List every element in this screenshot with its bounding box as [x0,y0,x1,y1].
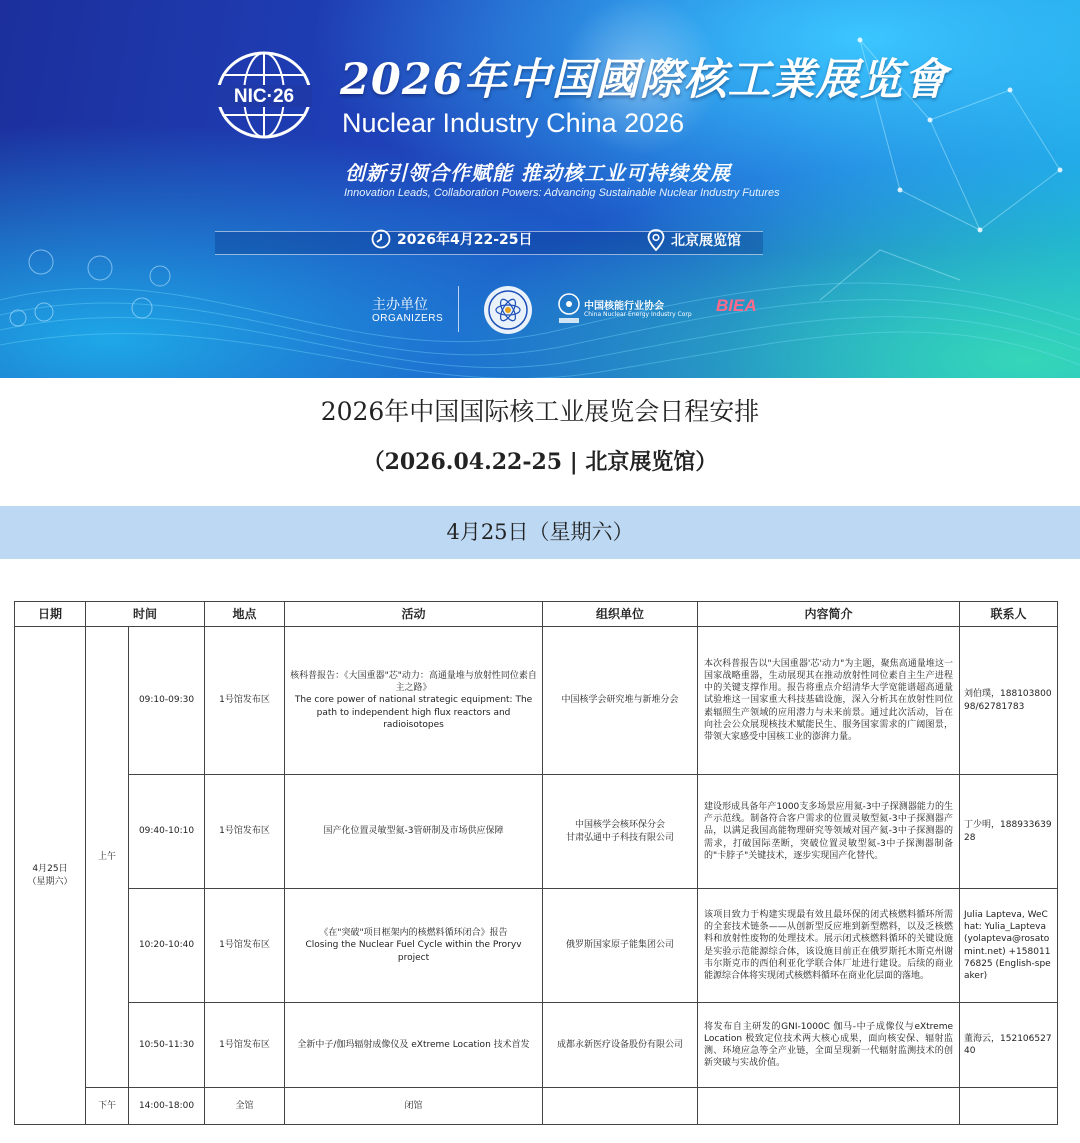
banner-date-text: 2026年4月22-25日 [397,232,533,248]
location-cell: 1号馆发布区 [205,627,285,775]
day-heading: 4月25日（星期六） [0,506,1080,559]
header-location: 地点 [205,602,285,627]
description-cell [698,1088,960,1125]
table-row [15,1088,1058,1125]
table-row [15,627,1058,775]
activity-cell: 闭馆 [285,1088,543,1125]
description-cell: 该项目致力于构建实现最有效且最环保的闭式核燃料循环所需的全套技术链条——从创新型反应堆到新型燃料，以及乏核燃料和放射性废物的处理技术。展示闭式核燃料循环的关键设施是实验示范能源综合体，该设施目前正在俄罗斯托木斯克州谢韦尔斯克市的西伯利亚化学联合体厂址进行建设。后续的商业能源综合体将实现闭式核燃料循环在商业化层面的落地。 [698,889,960,1003]
org2-en-name: China Nuclear Energy Industry Corp [584,311,692,318]
description-cell: 将发布自主研发的GNI-1000C 伽马-中子成像仪与eXtreme Location 极致定位技术两大核心成果，面向核安保、辐射监测、环境应急等全产业链，全面呈现新一代辐射监测技术的创新突破与实战价值。 [698,1003,960,1088]
location-pin-icon [647,229,665,251]
banner-en-title: Nuclear Industry China 2026 [342,108,685,138]
nic-logo-text: NIC·26 [233,86,295,107]
description-cell: 本次科普报告以"大国重器'芯'动力"为主题，聚焦高通量堆这一国家战略重器，生动展现其在推动放射性同位素自主生产进程中的关键支撑作用。报告将重点介绍清华大学宽能谱超高通量试验堆这一国家重大科技基础设施，深入分析其在放射性同位素辐照生产领域的应用潜力与未来前景。通过此次活动，旨在向社会公众展现核技术赋能民生、服务国家需求的广阔图景，带领大家感受中国核工业的澎湃力量。 [698,627,960,775]
cns-seal-logo [480,284,536,336]
page-title: 2026年中国国际核工业展览会日程安排 [320,397,760,426]
table-row [15,775,1058,889]
clock-icon [371,229,391,249]
banner-date [371,229,532,249]
header-activity: 活动 [285,602,543,627]
org2-cn-name: 中国核能行业协会 [584,301,664,312]
header-date: 日期 [15,602,86,627]
event-banner [0,0,1080,378]
activity-cell: 《在"突破"项目框架内的核燃料循环闭合》报告 Closing the Nuclear Fuel Cycle within the Proryv project [285,889,543,1003]
biea-logo: BIEA [716,296,757,315]
header-organizer: 组织单位 [543,602,698,627]
organizer-cell [543,1088,698,1125]
location-cell: 1号馆发布区 [205,1003,285,1088]
time-cell: 09:40-10:10 [129,775,205,889]
afternoon-cell: 下午 [86,1088,129,1125]
header-contact: 联系人 [960,602,1058,627]
contact-cell: 刘伯璞，18810380098/62781783 [960,627,1058,775]
banner-slogan-cn: 创新引领合作赋能 推动核工业可持续发展 [345,161,731,185]
morning-cell: 上午 [86,627,129,1088]
activity-cell: 全新中子/伽玛辐射成像仪及 eXtreme Location 技术首发 [285,1003,543,1088]
organizers-label-en: ORGANIZERS [372,313,444,324]
contact-cell [960,1088,1058,1125]
banner-slogan-en: Innovation Leads, Collaboration Powers: Advancing Sustainable Nuclear Industry Futures [344,187,780,199]
location-cell: 1号馆发布区 [205,775,285,889]
time-cell: 09:10-09:30 [129,627,205,775]
table-row [15,889,1058,1003]
schedule-table [14,601,1058,1125]
organizer-cell: 中国核学会研究堆与新堆分会 [543,627,698,775]
header-time: 时间 [86,602,205,627]
time-cell: 10:20-10:40 [129,889,205,1003]
table-header-row [15,602,1058,627]
cnea-emblem-logo [556,292,582,326]
organizer-cell: 俄罗斯国家原子能集团公司 [543,889,698,1003]
location-cell: 1号馆发布区 [205,889,285,1003]
activity-cell: 国产化位置灵敏型氦-3管研制及市场供应保障 [285,775,543,889]
contact-cell: Julia Lapteva, WeChat: Yulia_Lapteva (yolapteva@rosatomint.net) +15801176825 (English-speaker) [960,889,1058,1003]
organizers-divider [458,286,459,332]
banner-cn-title: 2026年中国國際核工業展览會 [340,55,948,105]
organizer-cell: 成都永新医疗设备股份有限公司 [543,1003,698,1088]
header-description: 内容简介 [698,602,960,627]
contact-cell: 丁少明，18893363928 [960,775,1058,889]
banner-info-row [215,223,775,261]
location-cell: 全馆 [205,1088,285,1125]
time-cell: 14:00-18:00 [129,1088,205,1125]
table-row [15,1003,1058,1088]
page-subtitle: （2026.04.22-25 | 北京展览馆） [362,449,718,475]
contact-cell: 董海云，15210652740 [960,1003,1058,1088]
organizers-label-cn: 主办单位 [372,297,428,313]
time-cell: 10:50-11:30 [129,1003,205,1088]
date-cell: 4月25日 （星期六） [15,627,86,1125]
banner-venue [647,229,741,251]
banner-venue-text: 北京展览馆 [671,233,741,249]
nic-globe-logo [214,50,314,140]
description-cell: 建设形成具备年产1000支多场景应用氦-3中子探测器能力的生产示范线。制备符合客户需求的位置灵敏型氦-3中子探测器产品，以满足我国高能物理研究等领域对国产氦-3中子探测器的需求，打破国际垄断，突破位置灵敏型氦-3中子探测器制备的"卡脖子"关键技术，逐步实现国产化替代。 [698,775,960,889]
organizer-cell: 中国核学会核环保分会 甘肃弘通中子科技有限公司 [543,775,698,889]
activity-cell: 核科普报告：《大国重器"芯"动力：高通量堆与放射性同位素自主之路》 The core power of national strategic equipment: The path to independent high flux reactors and radioisotopes [285,627,543,775]
